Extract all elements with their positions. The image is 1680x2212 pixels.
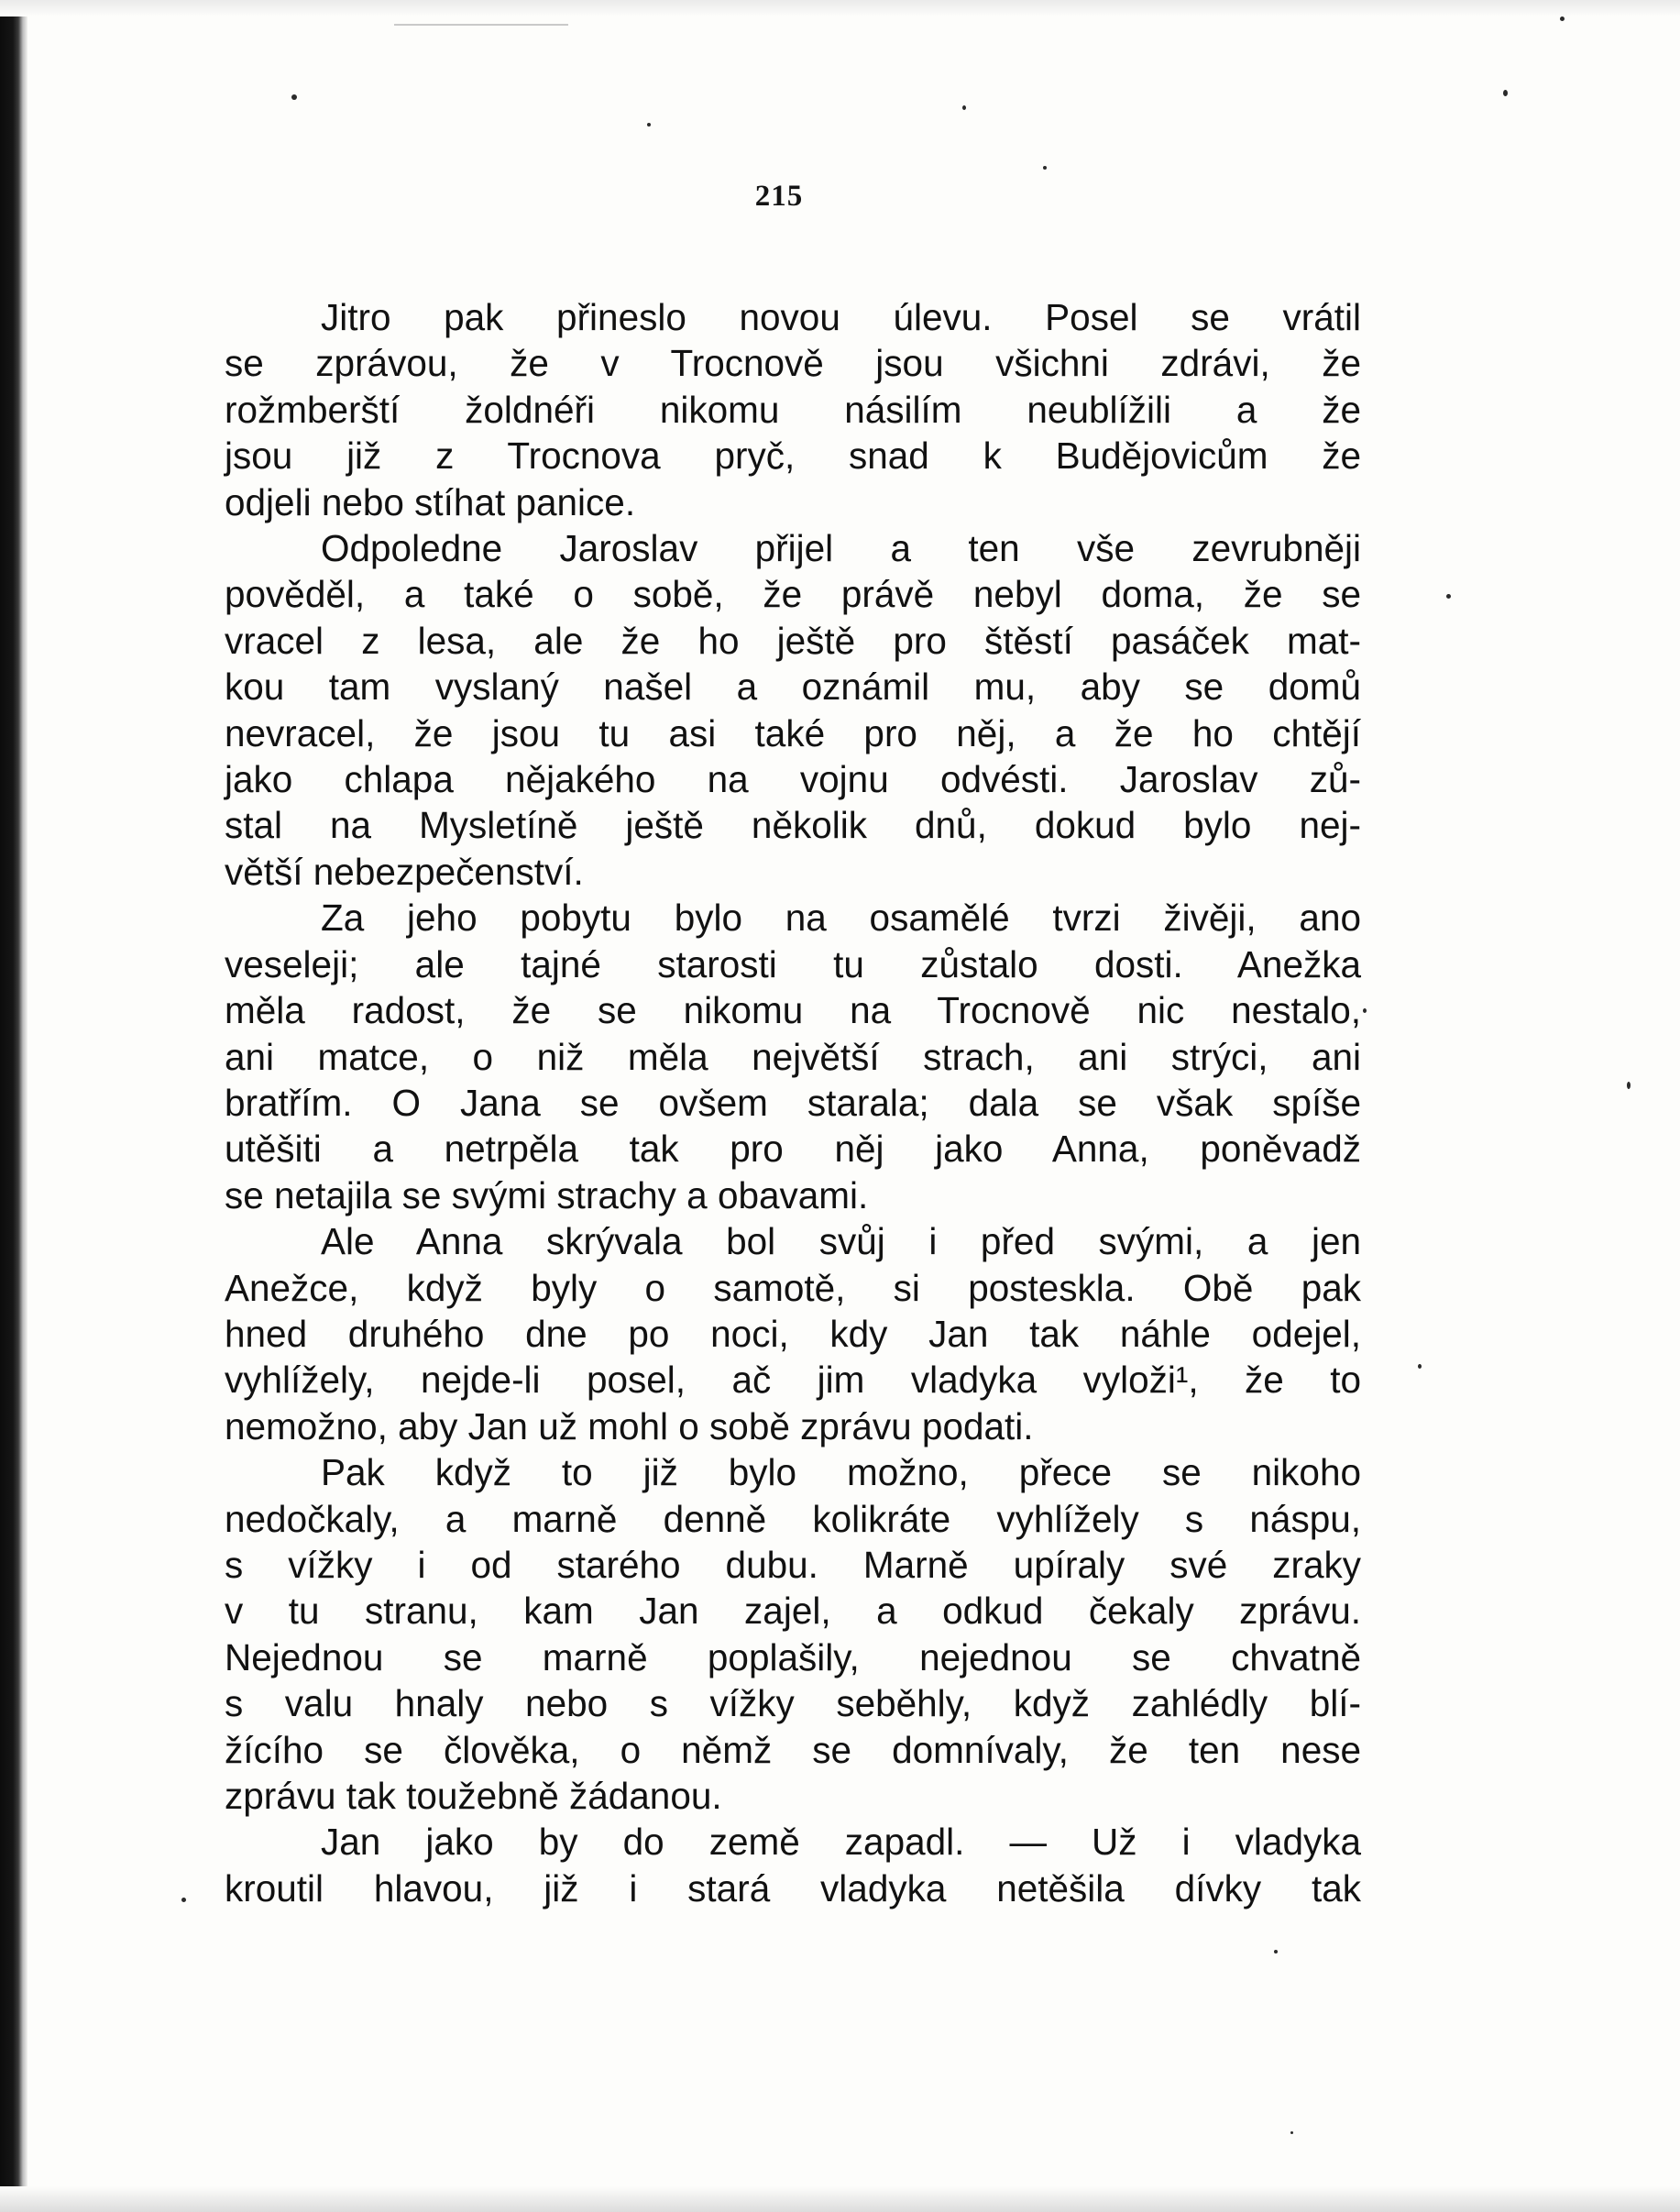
text-line: Odpoledne Jaroslav přijel a ten vše zevrubněji bbox=[321, 527, 1361, 570]
text-line: vyhlížely, nejde-li posel, ač jim vladyka vyloži¹, že to bbox=[225, 1359, 1361, 1402]
text-line: nedočkaly, a marně denně kolikráte vyhlížely s náspu, bbox=[225, 1497, 1361, 1540]
paragraph bbox=[225, 1449, 1361, 1819]
text-line: Nejednou se marně poplašily, nejednou se chvatně bbox=[225, 1635, 1361, 1678]
scan-speck bbox=[1290, 2131, 1293, 2134]
scan-speck bbox=[962, 105, 966, 110]
text-line: větší nebezpečenství. bbox=[225, 850, 584, 893]
text-line: nemožno, aby Jan už mohl o sobě zprávu podati. bbox=[225, 1404, 1034, 1447]
text-line: stal na Mysletíně ještě několik dnů, dokud bylo nej- bbox=[225, 804, 1361, 847]
text-line: pověděl, a také o sobě, že právě nebyl doma, že se bbox=[225, 573, 1361, 616]
text-line: utěšiti a netrpěla tak pro něj jako Anna, poněvadž bbox=[225, 1128, 1361, 1171]
text-line: kou tam vyslaný našel a oznámil mu, aby se domů bbox=[225, 666, 1361, 709]
scan-speck bbox=[1627, 1082, 1631, 1089]
text-line: nevracel, že jsou tu asi také pro něj, a že ho chtějí bbox=[225, 711, 1361, 754]
text-line: ani matce, o niž měla největší strach, ani strýci, ani bbox=[225, 1035, 1361, 1078]
scan-speck bbox=[1274, 1950, 1278, 1953]
paragraph bbox=[225, 895, 1361, 1218]
text-line: zprávu tak toužebně žádanou. bbox=[225, 1775, 722, 1817]
scan-speck bbox=[1043, 166, 1047, 170]
text-line: s vížky i od starého dubu. Marně upíraly své zraky bbox=[225, 1543, 1361, 1586]
page-number: 215 bbox=[754, 180, 804, 213]
scan-speck bbox=[1560, 17, 1565, 21]
scan-speck bbox=[647, 123, 651, 127]
text-line: měla radost, že se nikomu na Trocnově nic nestalo, bbox=[225, 989, 1361, 1032]
scan-speck bbox=[1363, 1008, 1367, 1013]
text-line: s valu hnaly nebo s vížky seběhly, když zahlédly blí- bbox=[225, 1682, 1361, 1725]
text-line: žícího se člověka, o němž se domnívaly, že ten nese bbox=[225, 1728, 1361, 1771]
text-line: Ale Anna skrývala bol svůj i před svými, a jen bbox=[321, 1220, 1361, 1263]
scan-speck bbox=[291, 94, 297, 100]
text-line: kroutil hlavou, již i stará vladyka netěšila dívky tak bbox=[225, 1866, 1361, 1909]
paragraph bbox=[225, 525, 1361, 895]
text-line: hned druhého dne po noci, kdy Jan tak náhle odejel, bbox=[225, 1312, 1361, 1355]
text-line: veseleji; ale tajné starosti tu zůstalo dosti. Anežka bbox=[225, 942, 1361, 985]
text-line: se netajila se svými strachy a obavami. bbox=[225, 1173, 869, 1216]
paragraph bbox=[225, 1218, 1361, 1449]
text-line: jako chlapa nějakého na vojnu odvésti. Jaroslav zů- bbox=[225, 758, 1361, 801]
page-bottom-edge bbox=[0, 2186, 1680, 2212]
scan-speck bbox=[1446, 594, 1451, 599]
text-line: se zprávou, že v Trocnově jsou všichni zdrávi, že bbox=[225, 342, 1361, 385]
text-line: Anežce, když byly o samotě, si posteskla. Obě pak bbox=[225, 1266, 1361, 1309]
text-line: Jitro pak přineslo novou úlevu. Posel se vrátil bbox=[321, 296, 1361, 338]
text-line: vracel z lesa, ale že ho ještě pro štěstí pasáček mat- bbox=[225, 619, 1361, 662]
text-line: Za jeho pobytu bylo na osamělé tvrzi živěji, ano bbox=[321, 897, 1361, 940]
text-line: Pak když to již bylo možno, přece se nikoho bbox=[321, 1451, 1361, 1494]
text-line: bratřím. O Jana se ovšem starala; dala se však spíše bbox=[225, 1081, 1361, 1124]
text-line: odjeli nebo stíhat panice. bbox=[225, 480, 636, 523]
page-left-shadow bbox=[0, 0, 27, 2212]
page-top-edge bbox=[0, 0, 1680, 17]
page-top-rule bbox=[394, 24, 568, 26]
paragraph bbox=[225, 1819, 1361, 1911]
paragraph bbox=[225, 294, 1361, 525]
text-line: Jan jako by do země zapadl. — Už i vladyka bbox=[321, 1821, 1361, 1864]
scan-speck bbox=[1503, 90, 1508, 96]
scan-speck bbox=[181, 1898, 186, 1902]
text-line: rožmberští žoldnéři nikomu násilím neublížili a že bbox=[225, 388, 1361, 431]
text-line: jsou již z Trocnova pryč, snad k Budějovicům že bbox=[225, 435, 1361, 478]
body-text bbox=[225, 294, 1361, 1911]
text-line: v tu stranu, kam Jan zajel, a odkud čekaly zprávu. bbox=[225, 1590, 1361, 1633]
scan-speck bbox=[1418, 1364, 1422, 1369]
